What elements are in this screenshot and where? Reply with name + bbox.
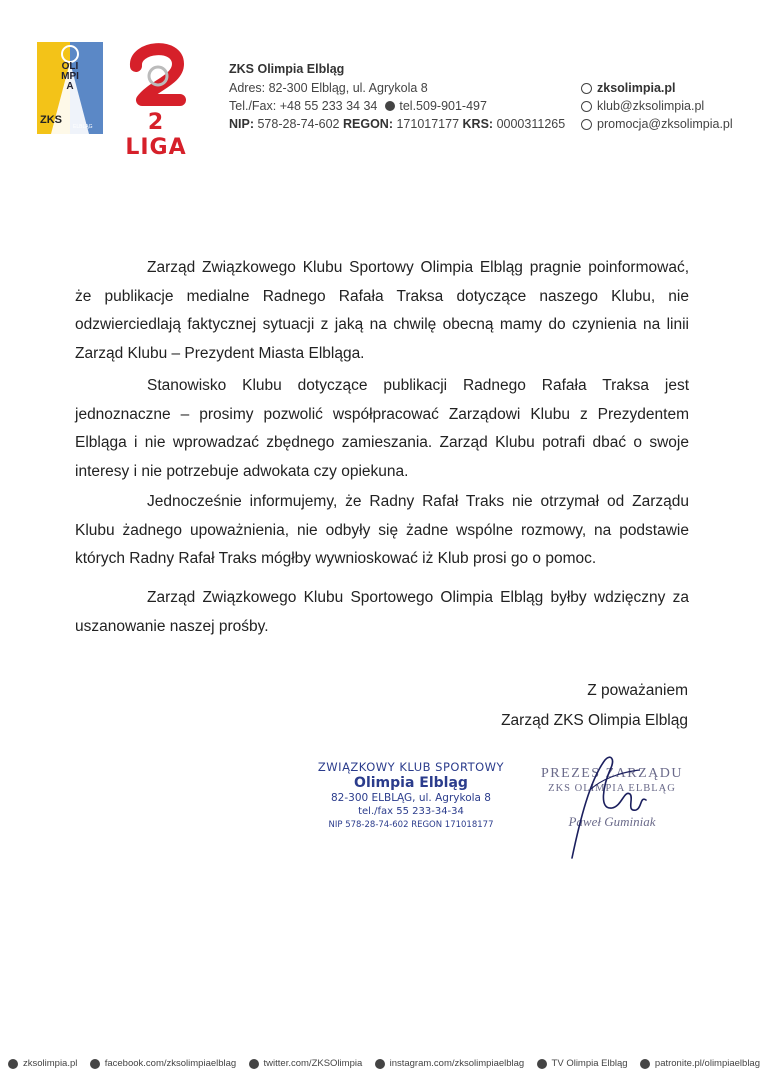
letter-paragraph-3: Jednocześnie informujemy, że Radny Rafał Traks nie otrzymał od Zarządu Klubu żadnego upoważnienia, nie odbyły się żadne wspólne rozmowy, na podstawie których Radny Rafał Traks mógłby wywnioskować iż Klub prosi go o pomoc. <box>75 493 689 567</box>
president-title: PREZES ZARZĄDU <box>541 766 683 781</box>
city-logo-text: ELBLĄG <box>73 124 93 130</box>
president-name: Paweł Guminiak <box>568 814 656 829</box>
contact-website[interactable] <box>581 79 676 97</box>
footer-link-text: zksolimpia.pl <box>23 1058 78 1069</box>
letter-paragraph-1: Zarząd Związkowego Klubu Sportowy Olimpia Elbląg pragnie poinformować, że publikacje medialne Radnego Rafała Traksa dotyczące naszego Klubu, nie odzwierciedlają faktycznej sytuacji z jaką na chwilę obecną mamy do czynienia na linii Zarząd Klubu – Prezydent Miasta Elbląga. <box>75 259 689 362</box>
instagram-icon <box>375 1059 385 1069</box>
regon-value: 171017177 <box>396 117 460 131</box>
club-phones <box>229 97 487 115</box>
club-stamp <box>316 760 506 832</box>
club-name: ZKS Olimpia Elbląg <box>229 62 345 76</box>
closing-greeting: Z poważaniem <box>587 682 688 699</box>
krs-value: 0000311265 <box>496 117 566 131</box>
letter-closing <box>440 676 688 736</box>
patronite-icon <box>640 1059 650 1069</box>
stamp-line-2: Olimpia Elbląg <box>354 775 468 791</box>
twitter-icon <box>249 1059 259 1069</box>
globe-icon <box>581 83 592 94</box>
footer-link[interactable] <box>249 1058 363 1069</box>
contact-email-club[interactable] <box>581 97 704 115</box>
stamp-line-4: tel./fax 55 233-34-34 <box>358 806 464 817</box>
footer-links <box>8 1058 760 1069</box>
olimpia-logo-text: OLIMPIA <box>61 61 79 92</box>
footer-link-text: facebook.com/zksolimpiaelblag <box>104 1058 237 1069</box>
globe-icon <box>8 1059 18 1069</box>
letter-paragraph-2: Stanowisko Klubu dotyczące publikacji Radnego Rafała Traksa jest jednoznaczne – prosimy pozwolić współpracować Zarządowi Klubu z Prezydentem Elbląga i nie wprowadzać zbędnego zamieszania. Zarząd Klubu potrafi dbać o swoje interesy i nie potrzebuje adwokata czy opiekuna. <box>75 377 689 480</box>
closing-signatory: Zarząd ZKS Olimpia Elbląg <box>501 712 688 729</box>
envelope-icon <box>581 101 592 112</box>
phone-number: tel.509-901-497 <box>399 99 487 113</box>
footer-link[interactable] <box>640 1058 760 1069</box>
email-club-text: klub@zksolimpia.pl <box>597 99 705 113</box>
email-promo-text: promocja@zksolimpia.pl <box>597 117 733 131</box>
liga-logo <box>116 38 196 160</box>
footer-link[interactable] <box>90 1058 236 1069</box>
stamp-line-3: 82-300 ELBLĄG, ul. Agrykola 8 <box>330 792 491 804</box>
president-club: ZKS OLIMPIA ELBLĄG <box>548 783 676 794</box>
footer-link-text: patronite.pl/olimpiaelblag <box>654 1058 760 1069</box>
footer-link[interactable] <box>8 1058 77 1069</box>
regon-label: REGON: <box>342 117 393 131</box>
letter-paragraph-4: Zarząd Związkowego Klubu Sportowego Olimpia Elbląg byłby wdzięczny za uszanowanie naszej prośby. <box>75 589 689 635</box>
liga-logo-text: 2 LIGA <box>125 110 187 160</box>
footer-link-text: instagram.com/zksolimpiaelblag <box>389 1058 525 1069</box>
footer-link-text: twitter.com/ZKSOlimpia <box>263 1058 363 1069</box>
phone-icon <box>385 101 395 111</box>
footer-link[interactable] <box>537 1058 628 1069</box>
president-stamp <box>532 765 692 830</box>
envelope-icon <box>581 119 592 130</box>
nip-label: NIP: <box>229 117 254 131</box>
olimpia-logo <box>37 42 103 134</box>
stamp-line-1: ZWIĄZKOWY KLUB SPORTOWY <box>317 760 505 774</box>
website-text: zksolimpia.pl <box>597 81 676 95</box>
phone-fax: Tel./Fax: +48 55 233 34 34 <box>229 99 378 113</box>
contact-email-promo[interactable] <box>581 115 733 133</box>
stamp-line-5: NIP 578-28-74-602 REGON 171018177 <box>328 820 494 830</box>
footer-link-text: TV Olimpia Elbląg <box>551 1058 628 1069</box>
krs-label: KRS: <box>462 117 494 131</box>
club-identifiers <box>229 115 565 133</box>
nip-value: 578-28-74-602 <box>257 117 340 131</box>
footer-link[interactable] <box>375 1058 525 1069</box>
tv-icon <box>537 1059 547 1069</box>
facebook-icon <box>90 1059 100 1069</box>
zks-logo-text: ZKS <box>40 114 62 126</box>
club-address: Adres: 82-300 Elbląg, ul. Agrykola 8 <box>229 81 428 95</box>
